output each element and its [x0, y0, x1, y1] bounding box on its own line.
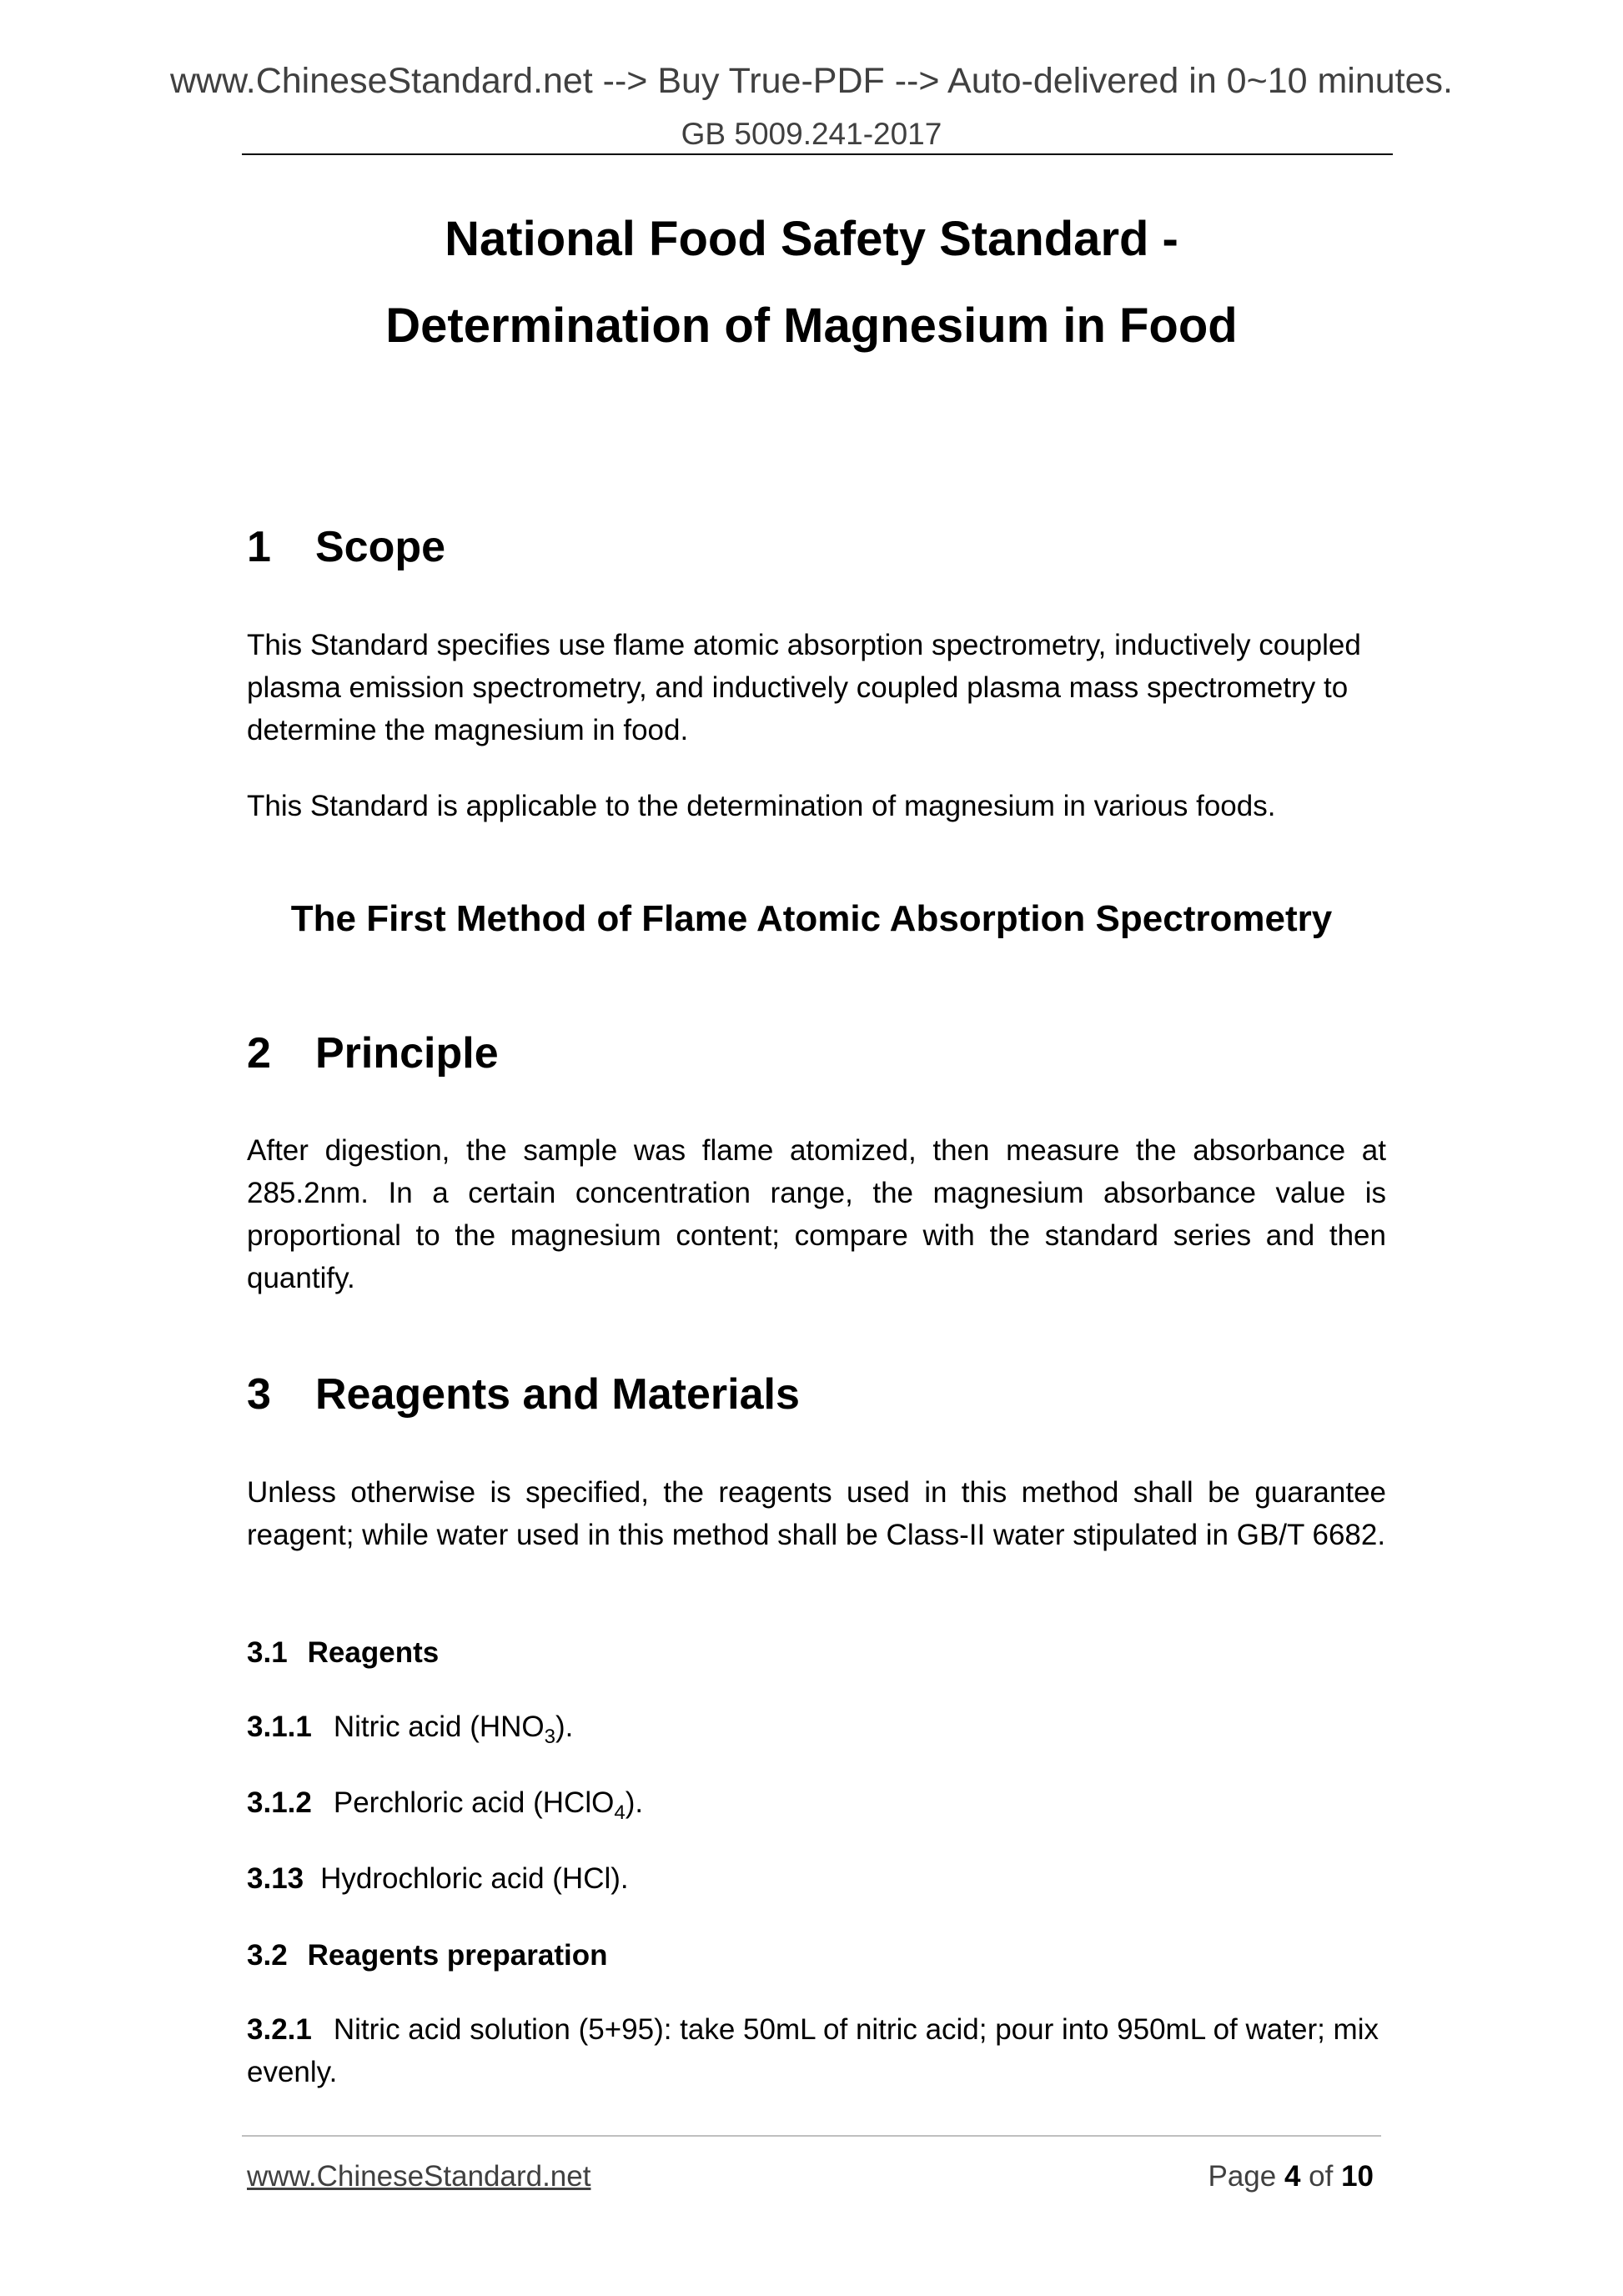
reagent-item-hydrochloric-acid — [247, 1857, 1386, 1900]
subsection-heading-reagents-preparation — [247, 1941, 607, 1970]
subsection-heading-reagents — [247, 1638, 439, 1667]
page-prefix: Page — [1208, 2160, 1284, 2193]
section-heading-scope — [247, 525, 445, 569]
section-number: 2 — [247, 1029, 271, 1078]
subsection-number: 3.2 — [247, 1939, 288, 1972]
section-heading-reagents — [247, 1370, 800, 1419]
document-title-line-2: Determination of Magnesium in Food — [385, 299, 1238, 353]
document-title-line-1: National Food Safety Standard - — [445, 212, 1178, 266]
scope-paragraph-1: This Standard specifies use flame atomic absorption spectrometry, inductively coupled plasma emission spectrometry, and inductively coupled plasma mass spectrometry to determine the magnesium in food. — [247, 629, 1361, 746]
item-text: Nitric acid solution (5+95): take 50mL of nitric acid; pour into 950mL of water; mix evenly. — [247, 2013, 1379, 2088]
subsection-title: Reagents preparation — [307, 1939, 608, 1972]
section-number: 1 — [247, 523, 271, 571]
footer-website-link[interactable]: www.ChineseStandard.net — [247, 2160, 591, 2193]
header-divider — [242, 153, 1393, 155]
reagent-item-perchloric-acid — [247, 1781, 1386, 1834]
document-code: GB 5009.241-2017 — [681, 117, 942, 151]
section-title: Reagents and Materials — [315, 1370, 800, 1419]
section-heading-principle — [247, 1029, 499, 1078]
section-title: Principle — [315, 1029, 499, 1078]
reagent-item-nitric-acid — [247, 1706, 1386, 1758]
item-text: Perchloric acid (HClO — [333, 1786, 615, 1819]
item-number: 3.1.2 — [247, 1786, 312, 1819]
section-number: 3 — [247, 1370, 271, 1419]
footer-divider — [242, 2135, 1381, 2137]
item-tail: ). — [555, 1711, 574, 1743]
reagent-prep-item-nitric-acid-solution — [247, 2008, 1386, 2093]
item-subscript: 3 — [544, 1726, 556, 1748]
page-current: 4 — [1284, 2160, 1301, 2193]
subsection-number: 3.1 — [247, 1636, 288, 1669]
scope-paragraph-2: This Standard is applicable to the determination of magnesium in various foods. — [247, 790, 1276, 822]
item-text: Nitric acid (HNO — [333, 1711, 545, 1743]
page-number — [1208, 2162, 1374, 2191]
page-total: 10 — [1341, 2160, 1374, 2193]
item-subscript: 4 — [614, 1801, 626, 1824]
reagents-paragraph: Unless otherwise is specified, the reagents used in this method shall be guarantee reagent; while water used in this method shall be Class-II water stipulated in GB/T 6682. — [247, 1476, 1386, 1551]
section-title: Scope — [315, 523, 446, 571]
item-text: Hydrochloric acid (HCl). — [320, 1862, 629, 1895]
item-tail: ). — [625, 1786, 644, 1819]
item-number: 3.1.1 — [247, 1711, 312, 1743]
method-title: The First Method of Flame Atomic Absorption Spectrometry — [290, 898, 1333, 939]
item-number: 3.13 — [247, 1862, 304, 1895]
subsection-title: Reagents — [307, 1636, 440, 1669]
principle-paragraph: After digestion, the sample was flame atomized, then measure the absorbance at 285.2nm. In a certain concentration range, the magnesium absorbance value is proportional to the magnesium content; compare with the standard series and then quantify. — [247, 1134, 1386, 1294]
item-number: 3.2.1 — [247, 2013, 312, 2046]
page-of: of — [1300, 2160, 1342, 2193]
header-banner: www.ChineseStandard.net --> Buy True-PDF --> Auto-delivered in 0~10 minutes. — [169, 61, 1453, 101]
